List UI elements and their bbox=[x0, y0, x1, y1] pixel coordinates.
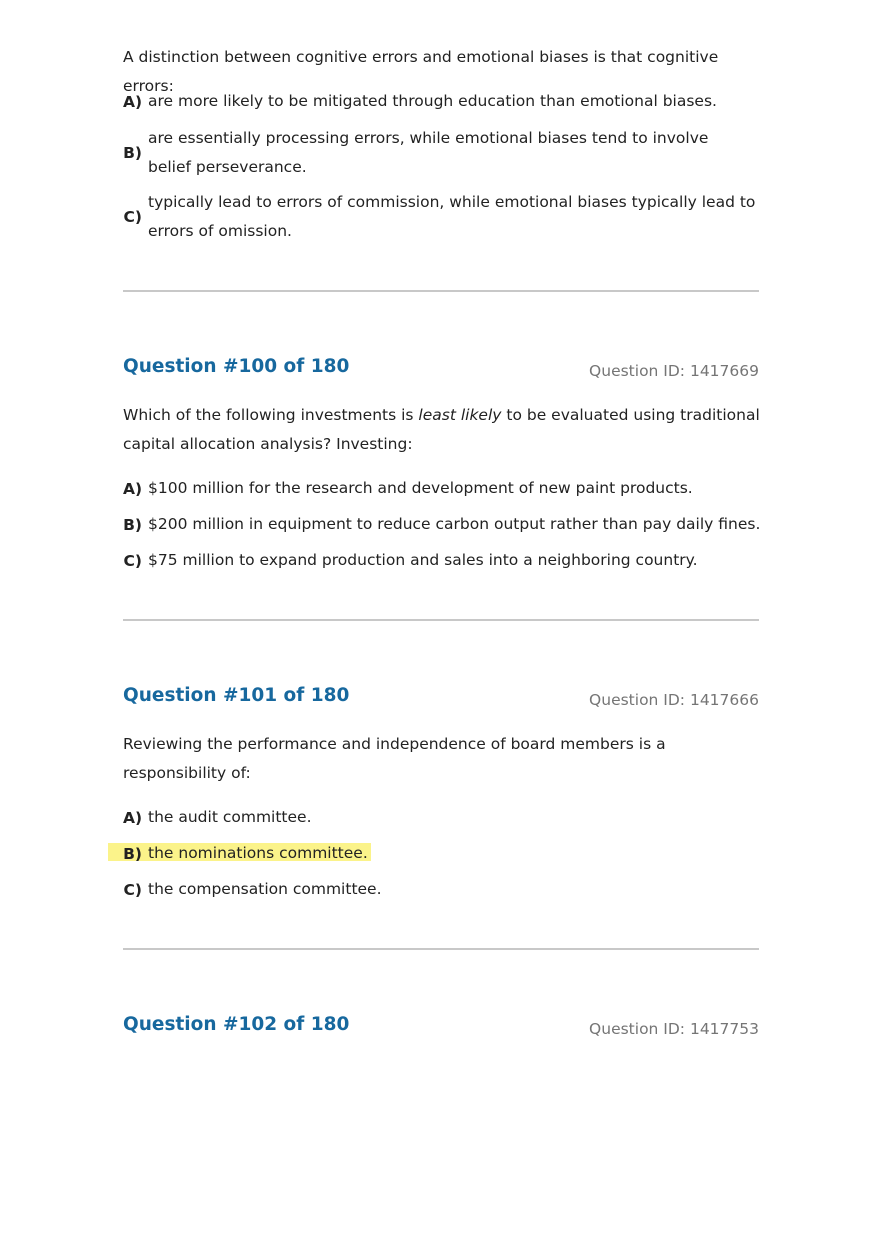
option-text: $200 million in equipment to reduce carbon output rather than pay daily fines. bbox=[148, 515, 761, 533]
question-100-id: Question ID: 1417669 bbox=[589, 362, 759, 380]
stem-text: to be evaluated using traditional capital allocation analysis? Investing: bbox=[123, 406, 760, 453]
option-letter: C) bbox=[123, 551, 142, 570]
option-text: the nominations committee. bbox=[148, 844, 368, 862]
option-text: the audit committee. bbox=[148, 808, 312, 826]
question-divider bbox=[123, 948, 759, 950]
stem-emphasis: least likely bbox=[418, 406, 502, 424]
option-text: $75 million to expand production and sales into a neighboring country. bbox=[148, 551, 698, 569]
question-99-option-a[interactable] bbox=[123, 87, 763, 116]
option-letter: B) bbox=[123, 144, 142, 162]
option-letter: A) bbox=[123, 808, 143, 827]
question-100-option-b[interactable] bbox=[123, 510, 763, 539]
question-100-option-c[interactable] bbox=[123, 546, 763, 575]
question-101-option-c[interactable] bbox=[123, 875, 763, 904]
question-divider bbox=[123, 619, 759, 621]
question-101-stem: Reviewing the performance and independence of board members is a responsibility of: bbox=[123, 735, 666, 782]
option-text: are more likely to be mitigated through education than emotional biases. bbox=[148, 92, 717, 110]
question-101-option-a[interactable] bbox=[123, 803, 763, 832]
option-letter: B) bbox=[123, 844, 142, 863]
question-99-option-c[interactable] bbox=[123, 188, 763, 246]
option-text: $100 million for the research and development of new paint products. bbox=[148, 479, 693, 497]
question-divider bbox=[123, 290, 759, 292]
option-text: are essentially processing errors, while emotional biases tend to involve belief perseverance. bbox=[148, 129, 709, 176]
question-102-id: Question ID: 1417753 bbox=[589, 1020, 759, 1038]
option-letter: B) bbox=[123, 515, 142, 534]
option-letter: A) bbox=[123, 92, 143, 111]
stem-text: Which of the following investments is bbox=[123, 406, 419, 424]
question-100-title: Question #100 of 180 bbox=[123, 356, 350, 377]
question-100-option-a[interactable] bbox=[123, 474, 763, 503]
option-letter: A) bbox=[123, 479, 143, 498]
question-101-id: Question ID: 1417666 bbox=[589, 691, 759, 709]
question-101-option-b[interactable] bbox=[123, 839, 763, 868]
question-100-stem bbox=[123, 401, 763, 459]
option-letter: C) bbox=[123, 880, 142, 899]
question-101-title: Question #101 of 180 bbox=[123, 685, 350, 706]
option-letter: C) bbox=[123, 208, 142, 226]
option-text: typically lead to errors of commission, while emotional biases typically lead to errors of omission. bbox=[148, 193, 756, 240]
question-99-option-b[interactable] bbox=[123, 124, 763, 182]
question-102-title: Question #102 of 180 bbox=[123, 1014, 350, 1035]
option-text: the compensation committee. bbox=[148, 880, 382, 898]
question-99-stem: A distinction between cognitive errors and emotional biases is that cognitive errors: bbox=[123, 48, 719, 95]
